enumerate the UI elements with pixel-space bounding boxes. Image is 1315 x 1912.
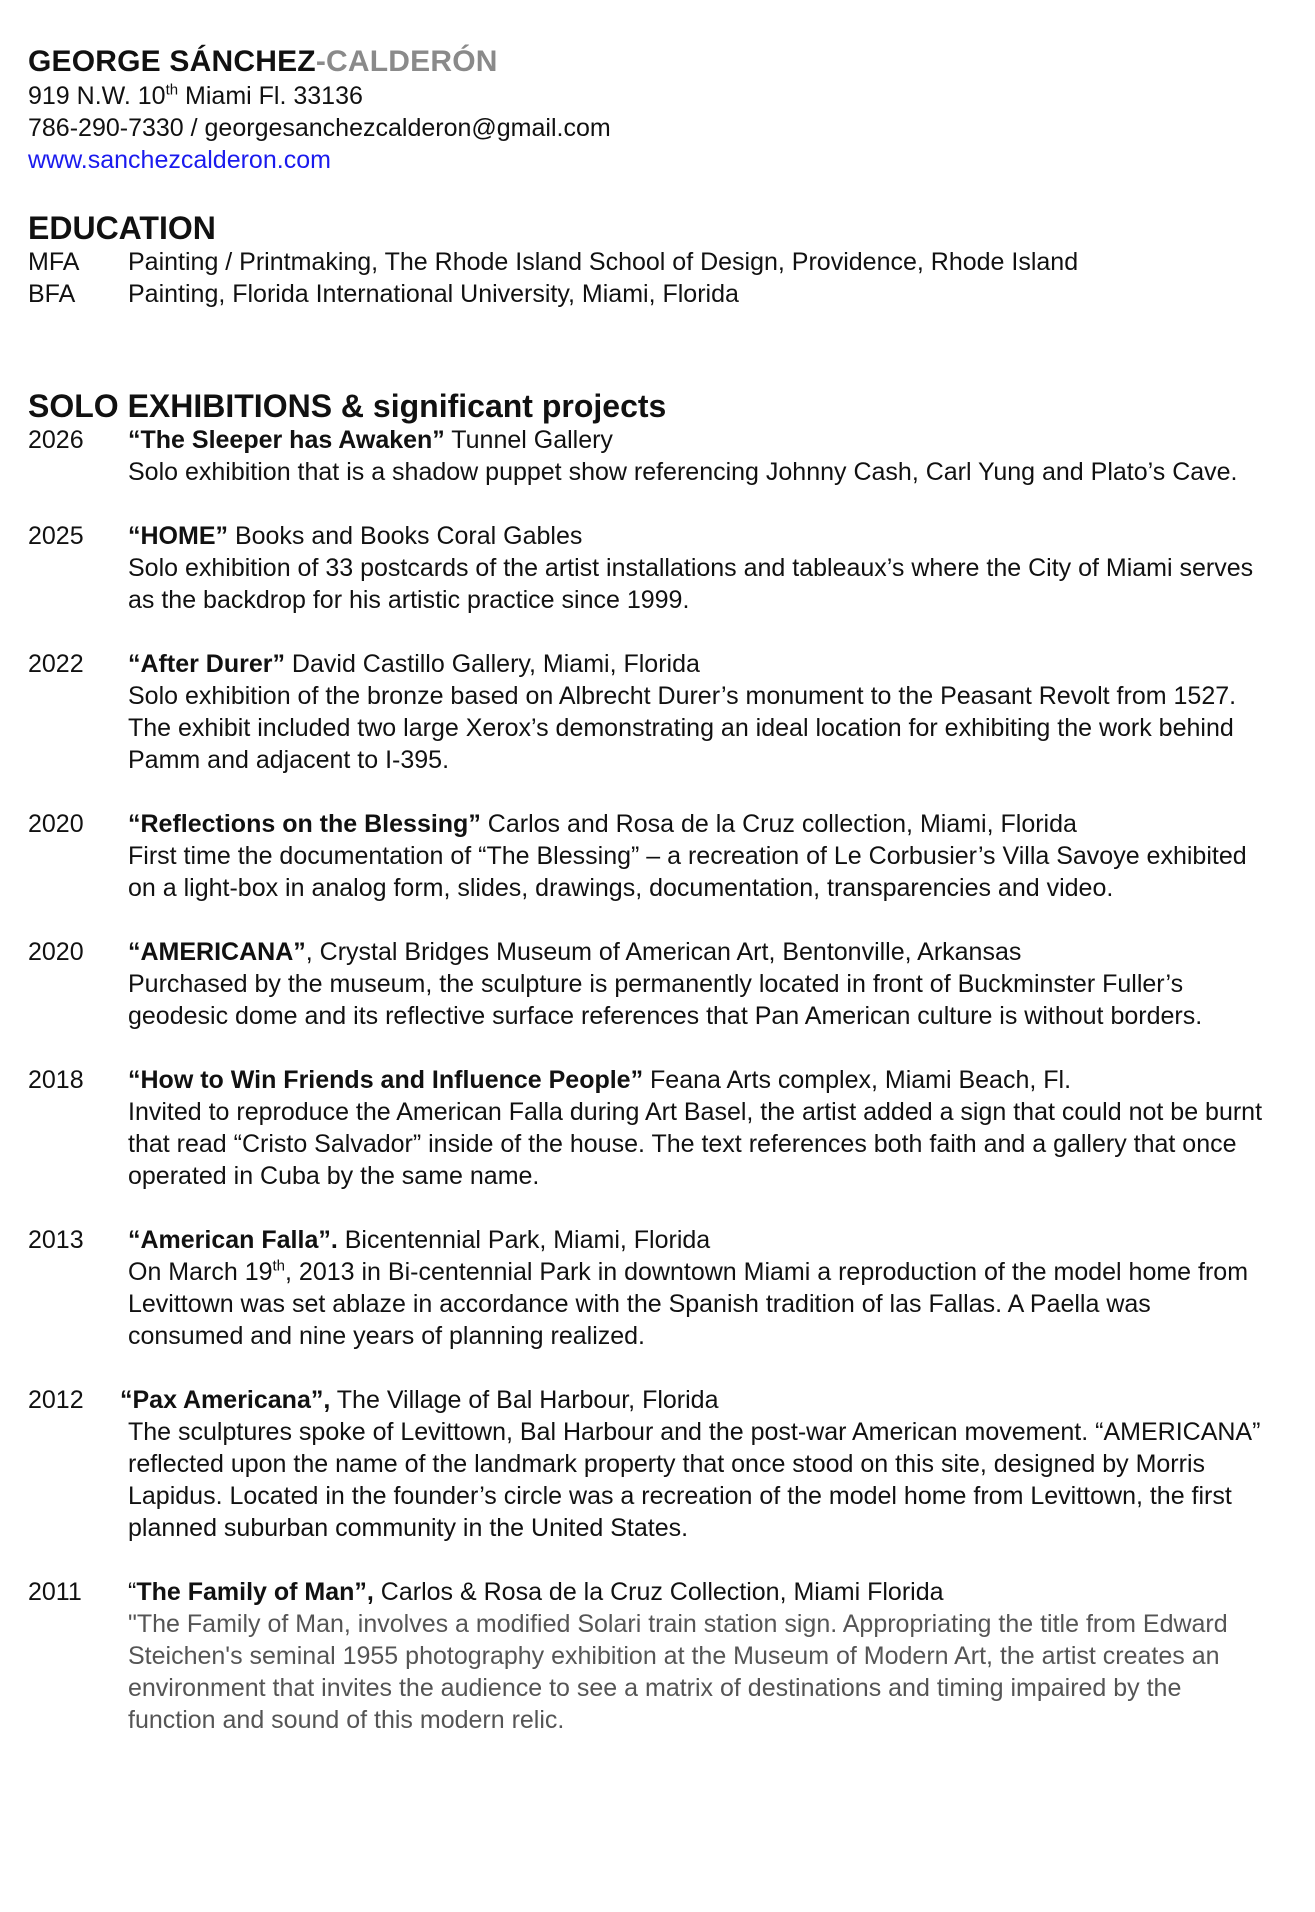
exhibition-description: "The Family of Man, involves a modified Solari train station sign. Appropriating the title from Edward Steichen's seminal 1955 photography exhibition at the Museum of Modern Art, the artist creates an environment that invites the audience to see a matrix of destinations and timing impaired by the function and sound of this modern relic. — [128, 1610, 1228, 1734]
exhibition-venue: Carlos and Rosa de la Cruz collection, Miami, Florida — [480, 810, 1077, 838]
exhibition-title: “After Durer” — [128, 650, 285, 678]
exhibition-venue: The Village of Bal Harbour, Florida — [330, 1386, 719, 1414]
exhibition-year: 2011 — [28, 1578, 82, 1606]
exhibition-body — [128, 648, 1268, 776]
exhibition-entry — [28, 424, 1268, 488]
exhibition-body — [128, 424, 1268, 488]
exhibition-year: 2020 — [28, 810, 84, 838]
solo-exhibitions-section — [28, 388, 1268, 1736]
degree: BFA — [28, 280, 76, 308]
exhibition-description: Solo exhibition of 33 postcards of the artist installations and tableaux’s where the City of Miami serves as the backdrop for his artistic practice since 1999. — [128, 554, 1254, 614]
education-section — [28, 210, 1268, 310]
exhibition-body — [128, 1576, 1268, 1736]
exhibition-entry — [28, 648, 1268, 776]
exhibition-year: 2013 — [28, 1226, 84, 1254]
resume-page — [28, 44, 1268, 1768]
exhibition-title: “AMERICANA” — [128, 938, 306, 966]
education-item — [28, 278, 1268, 310]
description-sup: th — [272, 1257, 286, 1275]
exhibition-body — [128, 1064, 1268, 1192]
exhibition-title: “American Falla”. — [128, 1226, 338, 1254]
exhibition-description: First time the documentation of “The Blessing” – a recreation of Le Corbusier’s Villa Savoye exhibited on a light-box in analog form, slides, drawings, documentation, transparencies and video. — [128, 842, 1247, 902]
exhibition-entry — [28, 1384, 1268, 1544]
degree-detail: Painting, Florida International University, Miami, Florida — [128, 280, 739, 308]
address-sup: th — [165, 81, 179, 99]
exhibition-year: 2025 — [28, 522, 84, 550]
exhibition-venue: Bicentennial Park, Miami, Florida — [337, 1226, 711, 1254]
exhibition-body — [120, 1384, 1268, 1544]
exhibition-year: 2020 — [28, 938, 84, 966]
address — [28, 80, 1268, 112]
exhibition-body — [128, 808, 1268, 904]
quote-open: “ — [128, 1578, 137, 1606]
exhibition-description: Invited to reproduce the American Falla during Art Basel, the artist added a sign that could not be burnt that read “Cristo Salvador” inside of the house. The text references both faith and a gallery that once operated in Cuba by the same name. — [128, 1098, 1263, 1190]
exhibition-title: “Pax Americana”, — [120, 1386, 331, 1414]
exhibition-year: 2018 — [28, 1066, 84, 1094]
exhibition-year: 2022 — [28, 650, 84, 678]
exhibition-entry — [28, 1064, 1268, 1192]
exhibition-title: “How to Win Friends and Influence People” — [128, 1066, 644, 1094]
exhibition-title: The Family of Man”, — [136, 1578, 374, 1606]
website-link[interactable]: www.sanchezcalderon.com — [28, 146, 331, 174]
exhibition-description — [128, 1256, 1268, 1352]
exhibition-entry — [28, 1224, 1268, 1352]
address-city: Miami Fl. 33136 — [178, 82, 363, 110]
exhibition-entry — [28, 936, 1268, 1032]
exhibition-title: “HOME” — [128, 522, 228, 550]
exhibition-entry — [28, 808, 1268, 904]
exhibition-description: Purchased by the museum, the sculpture is permanently located in front of Buckminster Fuller’s geodesic dome and its reflective surface references that Pan American culture is without borders. — [128, 970, 1203, 1030]
exhibition-body — [128, 520, 1268, 616]
exhibition-title: “The Sleeper has Awaken” — [128, 426, 445, 454]
education-item — [28, 246, 1268, 278]
exhibition-venue: David Castillo Gallery, Miami, Florida — [284, 650, 700, 678]
name-first: GEORGE SÁNCHEZ — [28, 45, 316, 78]
exhibition-description: Solo exhibition of the bronze based on Albrecht Durer’s monument to the Peasant Revolt from 1527. The exhibit included two large Xerox’s demonstrating an ideal location for exhibiting the work behind Pamm and adjacent to I-395. — [128, 682, 1237, 774]
exhibition-entry — [28, 520, 1268, 616]
education-title: EDUCATION — [28, 210, 216, 246]
phone-email: 786-290-7330 / georgesanchezcalderon@gmail.com — [28, 114, 611, 142]
exhibition-venue: , Crystal Bridges Museum of American Art, Bentonville, Arkansas — [305, 938, 1022, 966]
exhibition-entry — [28, 1576, 1268, 1736]
exhibition-body — [128, 1224, 1268, 1352]
description-start: On March 19 — [128, 1258, 273, 1286]
exhibition-venue: Feana Arts complex, Miami Beach, Fl. — [643, 1066, 1072, 1094]
artist-name — [28, 44, 1268, 80]
exhibition-body — [128, 936, 1268, 1032]
exhibition-venue: Tunnel Gallery — [444, 426, 613, 454]
solo-exhibitions-title: SOLO EXHIBITIONS & significant projects — [28, 388, 667, 424]
exhibition-year: 2012 — [28, 1386, 84, 1414]
header — [28, 44, 1268, 176]
exhibition-title: “Reflections on the Blessing” — [128, 810, 481, 838]
name-last: -CALDERÓN — [315, 45, 498, 78]
exhibition-venue: Books and Books Coral Gables — [228, 522, 583, 550]
education-list — [28, 246, 1268, 310]
address-street: 919 N.W. 10 — [28, 82, 166, 110]
degree: MFA — [28, 248, 80, 276]
exhibition-venue: Carlos & Rosa de la Cruz Collection, Miami Florida — [373, 1578, 944, 1606]
exhibition-description: Solo exhibition that is a shadow puppet show referencing Johnny Cash, Carl Yung and Plato’s Cave. — [128, 458, 1238, 486]
exhibition-description: The sculptures spoke of Levittown, Bal Harbour and the post-war American movement. “AMERICANA” reflected upon the name of the landmark property that once stood on this site, designed by Morris Lapidus. Located in the founder’s circle was a recreation of the model home from Levittown, the first planned suburban community in the United States. — [128, 1418, 1261, 1542]
exhibition-year: 2026 — [28, 426, 84, 454]
description-rest: , 2013 in Bi-centennial Park in downtown Miami a reproduction of the model home from Levittown was set ablaze in accordance with the Spanish tradition of las Fallas. A Paella was consumed and nine years of planning realized. — [128, 1258, 1249, 1350]
degree-detail: Painting / Printmaking, The Rhode Island School of Design, Providence, Rhode Island — [128, 248, 1079, 276]
